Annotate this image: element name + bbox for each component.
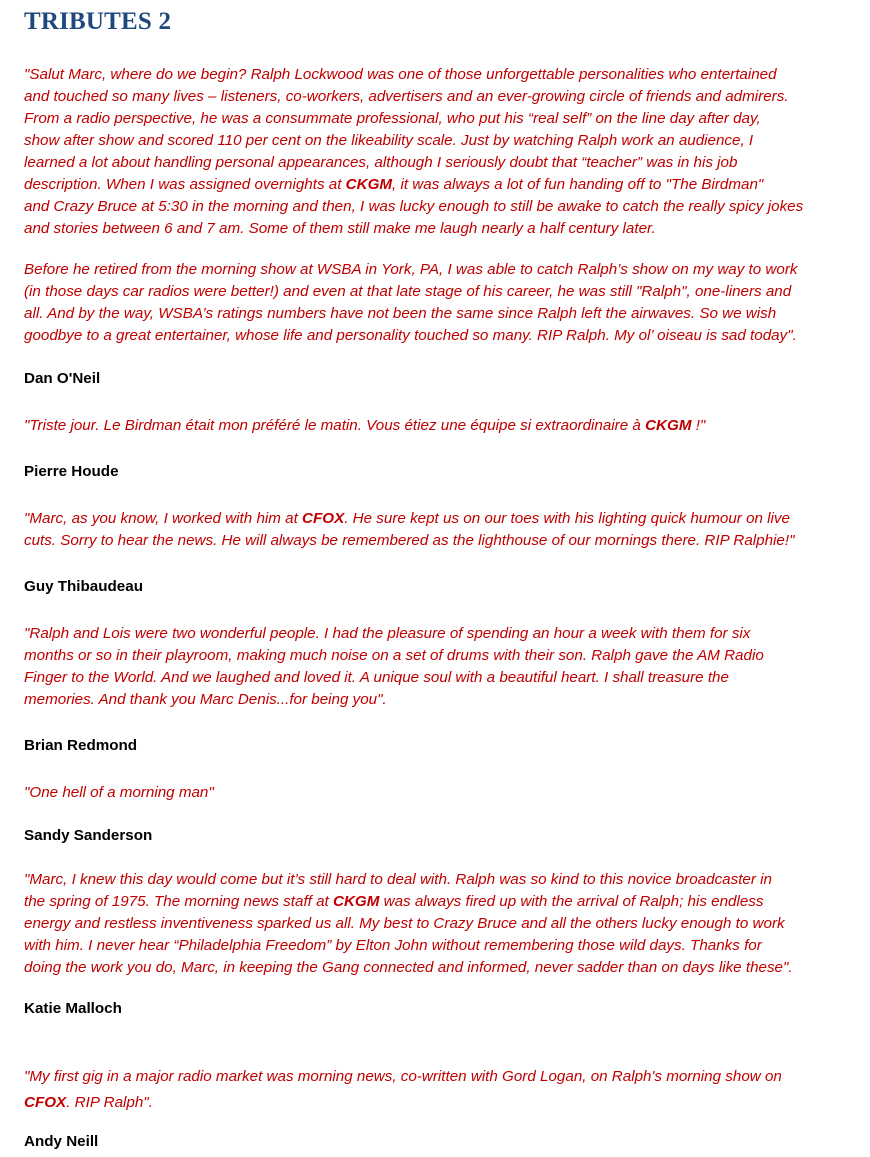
quote-line [24, 935, 860, 957]
station-callsign: CKGM [333, 893, 380, 910]
quote-line [24, 64, 860, 86]
quote-text: From a radio perspective, he was a consummate professional, who put his “real self” on the line day after day, [24, 110, 761, 127]
tribute-quote [24, 623, 860, 711]
tribute-author: Brian Redmond [24, 737, 138, 754]
quote-text: was always fired up with the arrival of Ralph; his endless [379, 893, 764, 910]
tribute-quote [24, 415, 860, 437]
station-callsign: CFOX [24, 1094, 67, 1111]
quote-line [24, 218, 860, 240]
quote-text: "Salut Marc, where do we begin? Ralph Lockwood was one of those unforgettable personalities who entertained [24, 66, 777, 83]
tribute-author: Guy Thibaudeau [24, 578, 143, 595]
quote-line [24, 1090, 860, 1116]
quote-line [24, 1064, 860, 1090]
quote-line [24, 508, 860, 530]
tribute-quote [24, 508, 860, 552]
quote-text: "My first gig in a major radio market was morning news, co-written with Gord Logan, on Ralph's morning show on [24, 1068, 782, 1085]
quote-text: and Crazy Bruce at 5:30 in the morning and then, I was lucky enough to still be awake to catch the really spicy jokes [24, 198, 804, 215]
tribute-author: Katie Malloch [24, 1000, 122, 1017]
quote-line [24, 623, 860, 645]
quote-text: "Ralph and Lois were two wonderful people. I had the pleasure of spending an hour a week with them for six [24, 625, 751, 642]
quote-text: memories. And thank you Marc Denis...for being you". [24, 691, 387, 708]
tribute-author: Dan O'Neil [24, 370, 101, 387]
quote-line [24, 325, 860, 347]
quote-text: . He sure kept us on our toes with his lighting quick humour on live [344, 510, 790, 527]
quote-line [24, 782, 860, 804]
quote-text: learned a lot about handling personal appearances, although I seriously doubt that “teacher” was in his job [24, 154, 738, 171]
quote-text: !" [691, 417, 706, 434]
page-title: TRIBUTES 2 [24, 8, 172, 35]
quote-text: show after show and scored 110 per cent on the likeability scale. Just by watching Ralph work an audience, I [24, 132, 754, 149]
quote-text: doing the work you do, Marc, in keeping the Gang connected and informed, never sadder than on days like these". [24, 959, 793, 976]
tribute-quote [24, 869, 860, 979]
quote-text: energy and restless inventiveness sparked us all. My best to Crazy Bruce and all the others lucky enough to work [24, 915, 785, 932]
station-callsign: CKGM [645, 417, 692, 434]
quote-text: all. And by the way, WSBA’s ratings numbers have not been the same since Ralph left the airwaves. So we wish [24, 305, 777, 322]
station-callsign: CKGM [345, 176, 393, 193]
quote-text: and touched so many lives – listeners, co-workers, advertisers and an ever-growing circle of friends and admirers. [24, 88, 789, 105]
station-callsign: CFOX [302, 510, 345, 527]
quote-line [24, 913, 860, 935]
quote-text: "Marc, as you know, I worked with him at [24, 510, 303, 527]
quote-text: months or so in their playroom, making much noise on a set of drums with their son. Ralph gave the AM Radio [24, 647, 764, 664]
quote-line [24, 891, 860, 913]
quote-text: with him. I never hear “Philadelphia Freedom” by Elton John without remembering those wild days. Thanks for [24, 937, 762, 954]
quote-text: , it was always a lot of fun handing off to "The Birdman" [392, 176, 764, 193]
quote-text: the spring of 1975. The morning news staff at [24, 893, 333, 910]
quote-text: (in those days car radios were better!) and even at that late stage of his career, he was still "Ralph", one-liners and [24, 283, 792, 300]
quote-text: Finger to the World. And we laughed and loved it. A unique soul with a beautiful heart. I shall treasure the [24, 669, 729, 686]
quote-text: "Marc, I knew this day would come but it’s still hard to deal with. Ralph was so kind to this novice broadcaster in [24, 871, 772, 888]
quote-line [24, 196, 860, 218]
quote-line [24, 281, 860, 303]
quote-line [24, 689, 860, 711]
quote-text: cuts. Sorry to hear the news. He will always be remembered as the lighthouse of our mornings there. RIP Ralphie!" [24, 532, 795, 549]
tribute-quote [24, 1064, 860, 1116]
tribute-author: Andy Neill [24, 1133, 99, 1150]
quote-line [24, 869, 860, 891]
quote-line [24, 86, 860, 108]
quote-text: "One hell of a morning man" [24, 784, 214, 801]
quote-line [24, 415, 860, 437]
quote-line [24, 152, 860, 174]
quote-line [24, 667, 860, 689]
tribute-quote [24, 64, 860, 240]
quote-line [24, 303, 860, 325]
tribute-quote [24, 782, 860, 804]
quote-line [24, 108, 860, 130]
quote-text: goodbye to a great entertainer, whose life and personality touched so many. RIP Ralph. My ol’ oiseau is sad today". [24, 327, 797, 344]
quote-text: . RIP Ralph". [66, 1094, 153, 1111]
quote-line [24, 130, 860, 152]
tribute-author: Pierre Houde [24, 463, 119, 480]
tribute-author: Sandy Sanderson [24, 827, 153, 844]
quote-line [24, 174, 860, 196]
quote-text: Before he retired from the morning show at WSBA in York, PA, I was able to catch Ralph’s show on my way to work [24, 261, 798, 278]
quote-text: "Triste jour. Le Birdman était mon préféré le matin. Vous étiez une équipe si extraordinaire à [24, 417, 646, 434]
quote-line [24, 645, 860, 667]
quote-line [24, 957, 860, 979]
quote-line [24, 259, 860, 281]
quote-text: and stories between 6 and 7 am. Some of them still make me laugh nearly a half century later. [24, 220, 656, 237]
tribute-quote [24, 259, 860, 347]
quote-text: description. When I was assigned overnights at [24, 176, 346, 193]
quote-line [24, 530, 860, 552]
